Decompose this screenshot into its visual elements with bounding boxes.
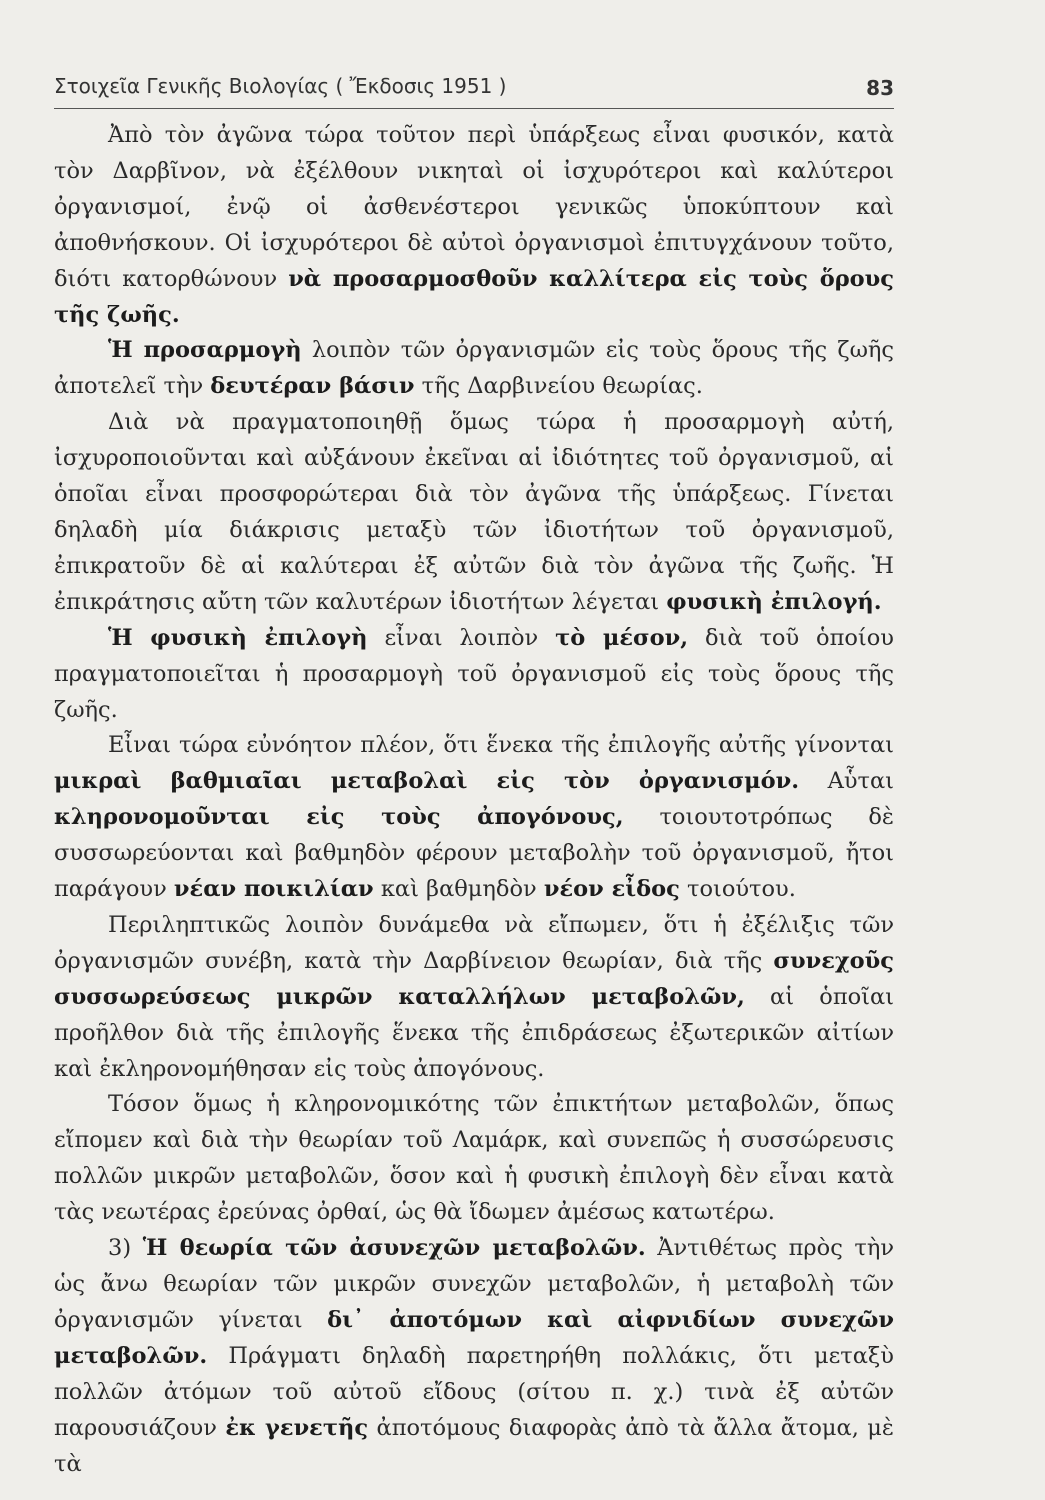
- p5-text-2: Αὗται: [799, 768, 894, 795]
- p3-bold-1: φυσικὴ ἐπιλογή.: [666, 588, 882, 615]
- paragraph-5: [54, 728, 894, 908]
- p5-text-5: τοιούτου.: [679, 876, 796, 903]
- p5-bold-2: κληρονομοῦνται εἰς τοὺς ἀπογόνους,: [54, 804, 624, 831]
- paragraph-1: [54, 118, 894, 333]
- p2-text-2: τῆς Δαρβινείου θεωρίας.: [414, 373, 703, 400]
- body-text: [54, 118, 894, 1482]
- paragraph-3: [54, 405, 894, 620]
- p5-text-3: τοιουτοτρόπως δὲ συσσωρεύονται καὶ βαθμηδὸν φέρουν μεταβολὴν τοῦ ὀργανισμοῦ, ἤτοι παράγουν: [54, 804, 894, 903]
- p6-text-1: Περιληπτικῶς λοιπὸν δυνάμεθα νὰ εἴπωμεν, ὅτι ἡ ἐξέλιξις τῶν ὀργανισμῶν συνέβη, κατὰ τὴν Δαρβίνειον θεωρίαν, διὰ τῆς: [54, 911, 894, 974]
- p7-text-1: Τόσον ὅμως ἡ κληρονομικότης τῶν ἐπικτήτων μεταβολῶν, ὅπως εἴπομεν καὶ διὰ τὴν θεωρίαν τοῦ Λαμάρκ, καὶ συνεπῶς ἡ συσσώρευσις πολλῶν μικρῶν μεταβολῶν, ὅσον καὶ ἡ φυσικὴ ἐπιλογὴ δὲν εἶναι κατὰ τὰς νεωτέρας ἐρεύνας ὀρθαί, ὡς θὰ ἴδωμεν ἀμέσως κατωτέρω.: [54, 1091, 894, 1226]
- paragraph-4: [54, 621, 894, 729]
- section-heading: Ἡ θεωρία τῶν ἀσυνεχῶν μεταβολῶν.: [142, 1235, 646, 1262]
- p6-text-2: αἱ ὁποῖαι προῆλθον διὰ τῆς ἐπιλογῆς ἕνεκα τῆς ἐπιδράσεως ἐξωτερικῶν αἰτίων καὶ ἐκληρονομήθησαν εἰς τοὺς ἀπογόνους.: [54, 983, 894, 1082]
- p5-text-4: καὶ βαθμηδὸν: [373, 876, 544, 903]
- p4-bold-2: τὸ μέσον,: [555, 624, 689, 651]
- paragraph-2: [54, 333, 894, 405]
- paragraph-8: [54, 1231, 894, 1482]
- p5-text-1: Εἶναι τώρα εὐνόητον πλέον, ὅτι ἕνεκα τῆς ἐπιλογῆς αὐτῆς γίνονται: [108, 732, 894, 759]
- p5-bold-1: μικραὶ βαθμιαῖαι μεταβολαὶ εἰς τὸν ὀργανισμόν.: [54, 768, 800, 795]
- p8-bold-3: ἐκ γενετῆς: [225, 1414, 369, 1441]
- p8-bold-2: δι᾿ ἀποτόμων καὶ αἰφνιδίων συνεχῶν μεταβολῶν.: [54, 1306, 895, 1369]
- paragraph-6: [54, 908, 894, 1088]
- p2-text-1: λοιπὸν τῶν ὀργανισμῶν εἰς τοὺς ὅρους τῆς ζωῆς ἀποτελεῖ τὴν: [54, 337, 895, 400]
- page-number: 83: [866, 76, 894, 100]
- p5-bold-3: νέαν ποικιλίαν: [173, 876, 374, 903]
- p1-bold-1: νὰ προσαρμοσθοῦν καλλίτερα εἰς τοὺς ὅρους τῆς ζωῆς.: [54, 265, 894, 328]
- p2-bold-1: Ἡ προσαρμογὴ: [108, 337, 302, 364]
- p4-text-1: εἶναι λοιπὸν: [367, 624, 556, 651]
- header-rule: [54, 108, 894, 109]
- p1-text-1: Ἀπὸ τὸν ἀγῶνα τώρα τοῦτον περὶ ὑπάρξεως εἶναι φυσικόν, κατὰ τὸν Δαρβῖνον, νὰ ἐξέλθουν νικηταὶ οἱ ἰσχυρότεροι καὶ καλύτεροι ὀργανισμοί, ἐνῷ οἱ ἀσθενέστεροι γενικῶς ὑποκύπτουν καὶ ἀποθνήσκουν. Οἱ ἰσχυρότεροι δὲ αὐτοὶ ὀργανισμοὶ ἐπιτυγχάνουν τοῦτο, διότι κατορθώνουν: [54, 122, 894, 292]
- p8-text-3: ἀποτόμους διαφορὰς ἀπὸ τὰ ἄλλα ἄτομα, μὲ τὰ: [54, 1414, 894, 1477]
- paragraph-7: [54, 1087, 894, 1231]
- section-number: 3): [108, 1235, 143, 1262]
- p6-bold-1: συνεχοῦς συσσωρεύσεως μικρῶν καταλλήλων μεταβολῶν,: [54, 947, 894, 1010]
- p5-bold-4: νέον εἶδος: [543, 876, 680, 903]
- p4-bold-1: Ἡ φυσικὴ ἐπιλογὴ: [108, 624, 368, 651]
- p4-text-2: διὰ τοῦ ὁποίου πραγματοποιεῖται ἡ προσαρμογὴ τοῦ ὀργανισμοῦ εἰς τοὺς ὅρους τῆς ζωῆς.: [54, 624, 894, 723]
- p2-bold-2: δευτέραν βάσιν: [210, 373, 415, 400]
- p8-text-2: Πράγματι δηλαδὴ παρετηρήθη πολλάκις, ὅτι μεταξὺ πολλῶν ἀτόμων τοῦ αὐτοῦ εἴδους (σίτου π. χ.) τινὰ ἐξ αὐτῶν παρουσιάζουν: [54, 1342, 894, 1441]
- p3-text-1: Διὰ νὰ πραγματοποιηθῇ ὅμως τώρα ἡ προσαρμογὴ αὐτή, ἰσχυροποιοῦνται καὶ αὐξάνουν ἐκεῖναι αἱ ἰδιότητες τοῦ ὀργανισμοῦ, αἱ ὁποῖαι εἶναι προσφορώτεραι διὰ τὸν ἀγῶνα τῆς ὑπάρξεως. Γίνεται δηλαδὴ μία διάκρισις μεταξὺ τῶν ἰδιοτήτων τοῦ ὀργανισμοῦ, ἐπικρατοῦν δὲ αἱ καλύτεραι ἐξ αὐτῶν διὰ τὸν ἀγῶνα τῆς ζωῆς. Ἡ ἐπικράτησις αὔτη τῶν καλυτέρων ἰδιοτήτων λέγεται: [54, 409, 894, 615]
- running-header: [54, 74, 894, 98]
- p8-text-1: Ἀντιθέτως πρὸς τὴν ὡς ἄνω θεωρίαν τῶν μικρῶν συνεχῶν μεταβολῶν, ἡ μεταβολὴ τῶν ὀργανισμῶν γίνεται: [54, 1235, 894, 1333]
- header-title: Στοιχεῖα Γενικῆς Βιολογίας ( Ἔκδοσις 1951 ): [54, 74, 507, 98]
